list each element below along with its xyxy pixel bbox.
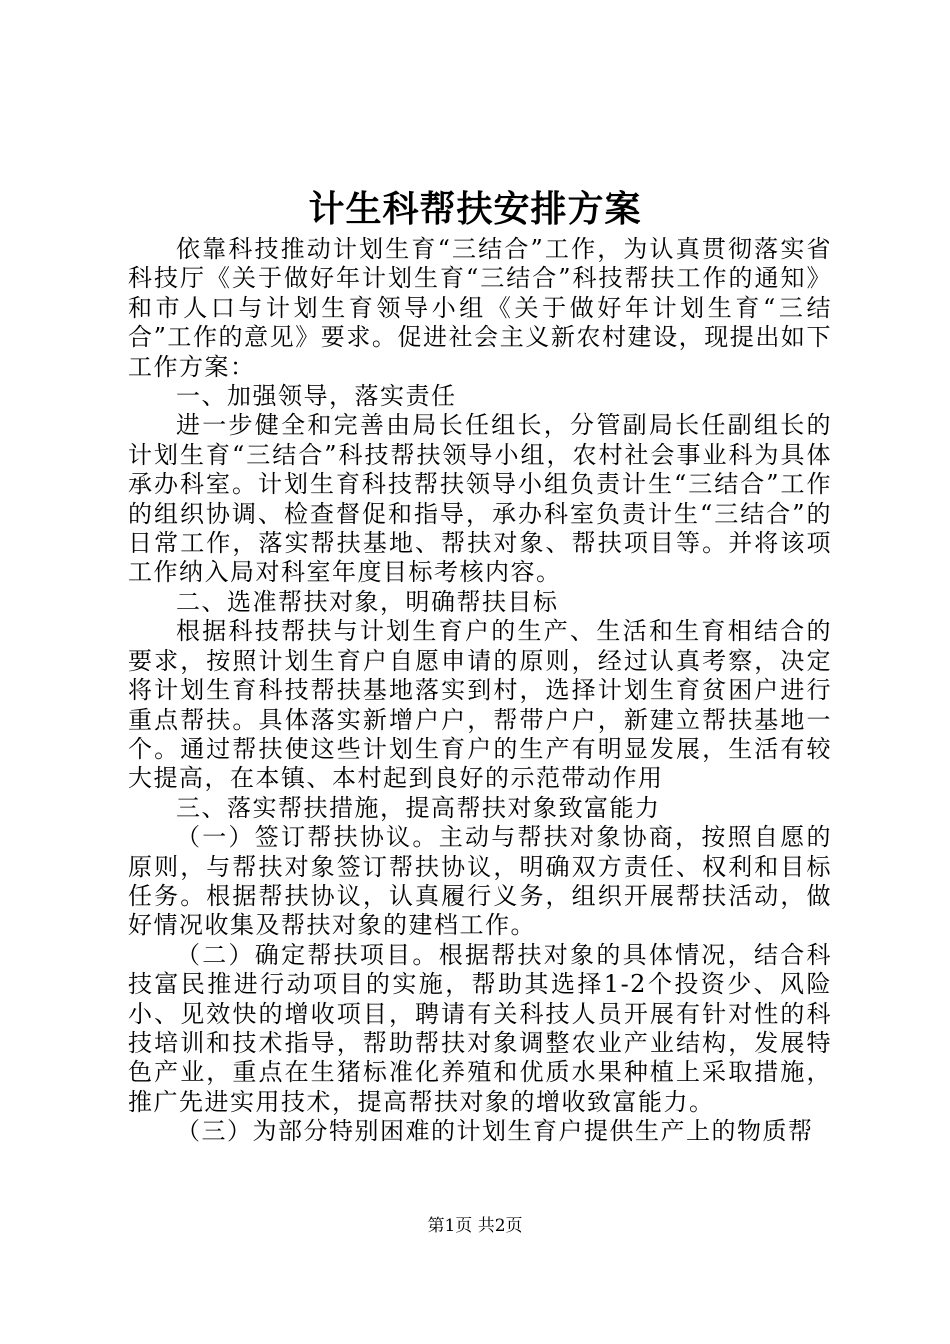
paragraph-measure-2: （二）确定帮扶项目。根据帮扶对象的具体情况，结合科技富民推进行动项目的实施，帮助其选择1-2个投资少、风险小、见效快的增收项目，聘请有关科技人员开展有针对性的科技培训和技术指导，帮助帮扶对象调整农业产业结构，发展特色产业，重点在生猪标准化养殖和优质水果种植上采取措施，推广先进实用技术，提高帮扶对象的增收致富能力。 [128, 940, 832, 1116]
section-heading-2: 二、选准帮扶对象，明确帮扶目标 [176, 587, 559, 616]
paragraph-section-1: 进一步健全和完善由局长任组长，分管副局长任副组长的计划生育“三结合”科技帮扶领导小组，农村社会事业科为具体承办科室。计划生育科技帮扶领导小组负责计生“三结合”工作的组织协调、检查督促和指导，承办科室负责计生“三结合”的日常工作，落实帮扶基地、帮扶对象、帮扶项目等。并将该项工作纳入局对科室年度目标考核内容。 [128, 411, 832, 587]
document-body [128, 235, 832, 1147]
section-heading-3: 三、落实帮扶措施，提高帮扶对象致富能力 [176, 793, 661, 822]
page-number-footer: 第1页 共2页 [427, 1216, 523, 1236]
document-title: 计生科帮扶安排方案 [308, 188, 642, 230]
paragraph-intro: 依靠科技推动计划生育“三结合”工作，为认真贯彻落实省科技厅《关于做好年计划生育“三结合”科技帮扶工作的通知》和市人口与计划生育领导小组《关于做好年计划生育“三结合”工作的意见》要求。促进社会主义新农村建设，现提出如下工作方案： [128, 235, 832, 381]
section-heading-1: 一、加强领导，落实责任 [176, 382, 457, 411]
paragraph-measure-3: （三）为部分特别困难的计划生育户提供生产上的物质帮 [176, 1117, 814, 1146]
paragraph-section-2: 根据科技帮扶与计划生育户的生产、生活和生育相结合的要求，按照计划生育户自愿申请的原则，经过认真考察，决定将计划生育科技帮扶基地落实到村，选择计划生育贫困户进行重点帮扶。具体落实新增户户，帮带户户，新建立帮扶基地一个。通过帮扶使这些计划生育户的生产有明显发展，生活有较大提高，在本镇、本村起到良好的示范带动作用 [128, 617, 832, 793]
paragraph-measure-1: （一）签订帮扶协议。主动与帮扶对象协商，按照自愿的原则，与帮扶对象签订帮扶协议，明确双方责任、权利和目标任务。根据帮扶协议，认真履行义务，组织开展帮扶活动，做好情况收集及帮扶对象的建档工作。 [128, 823, 832, 940]
